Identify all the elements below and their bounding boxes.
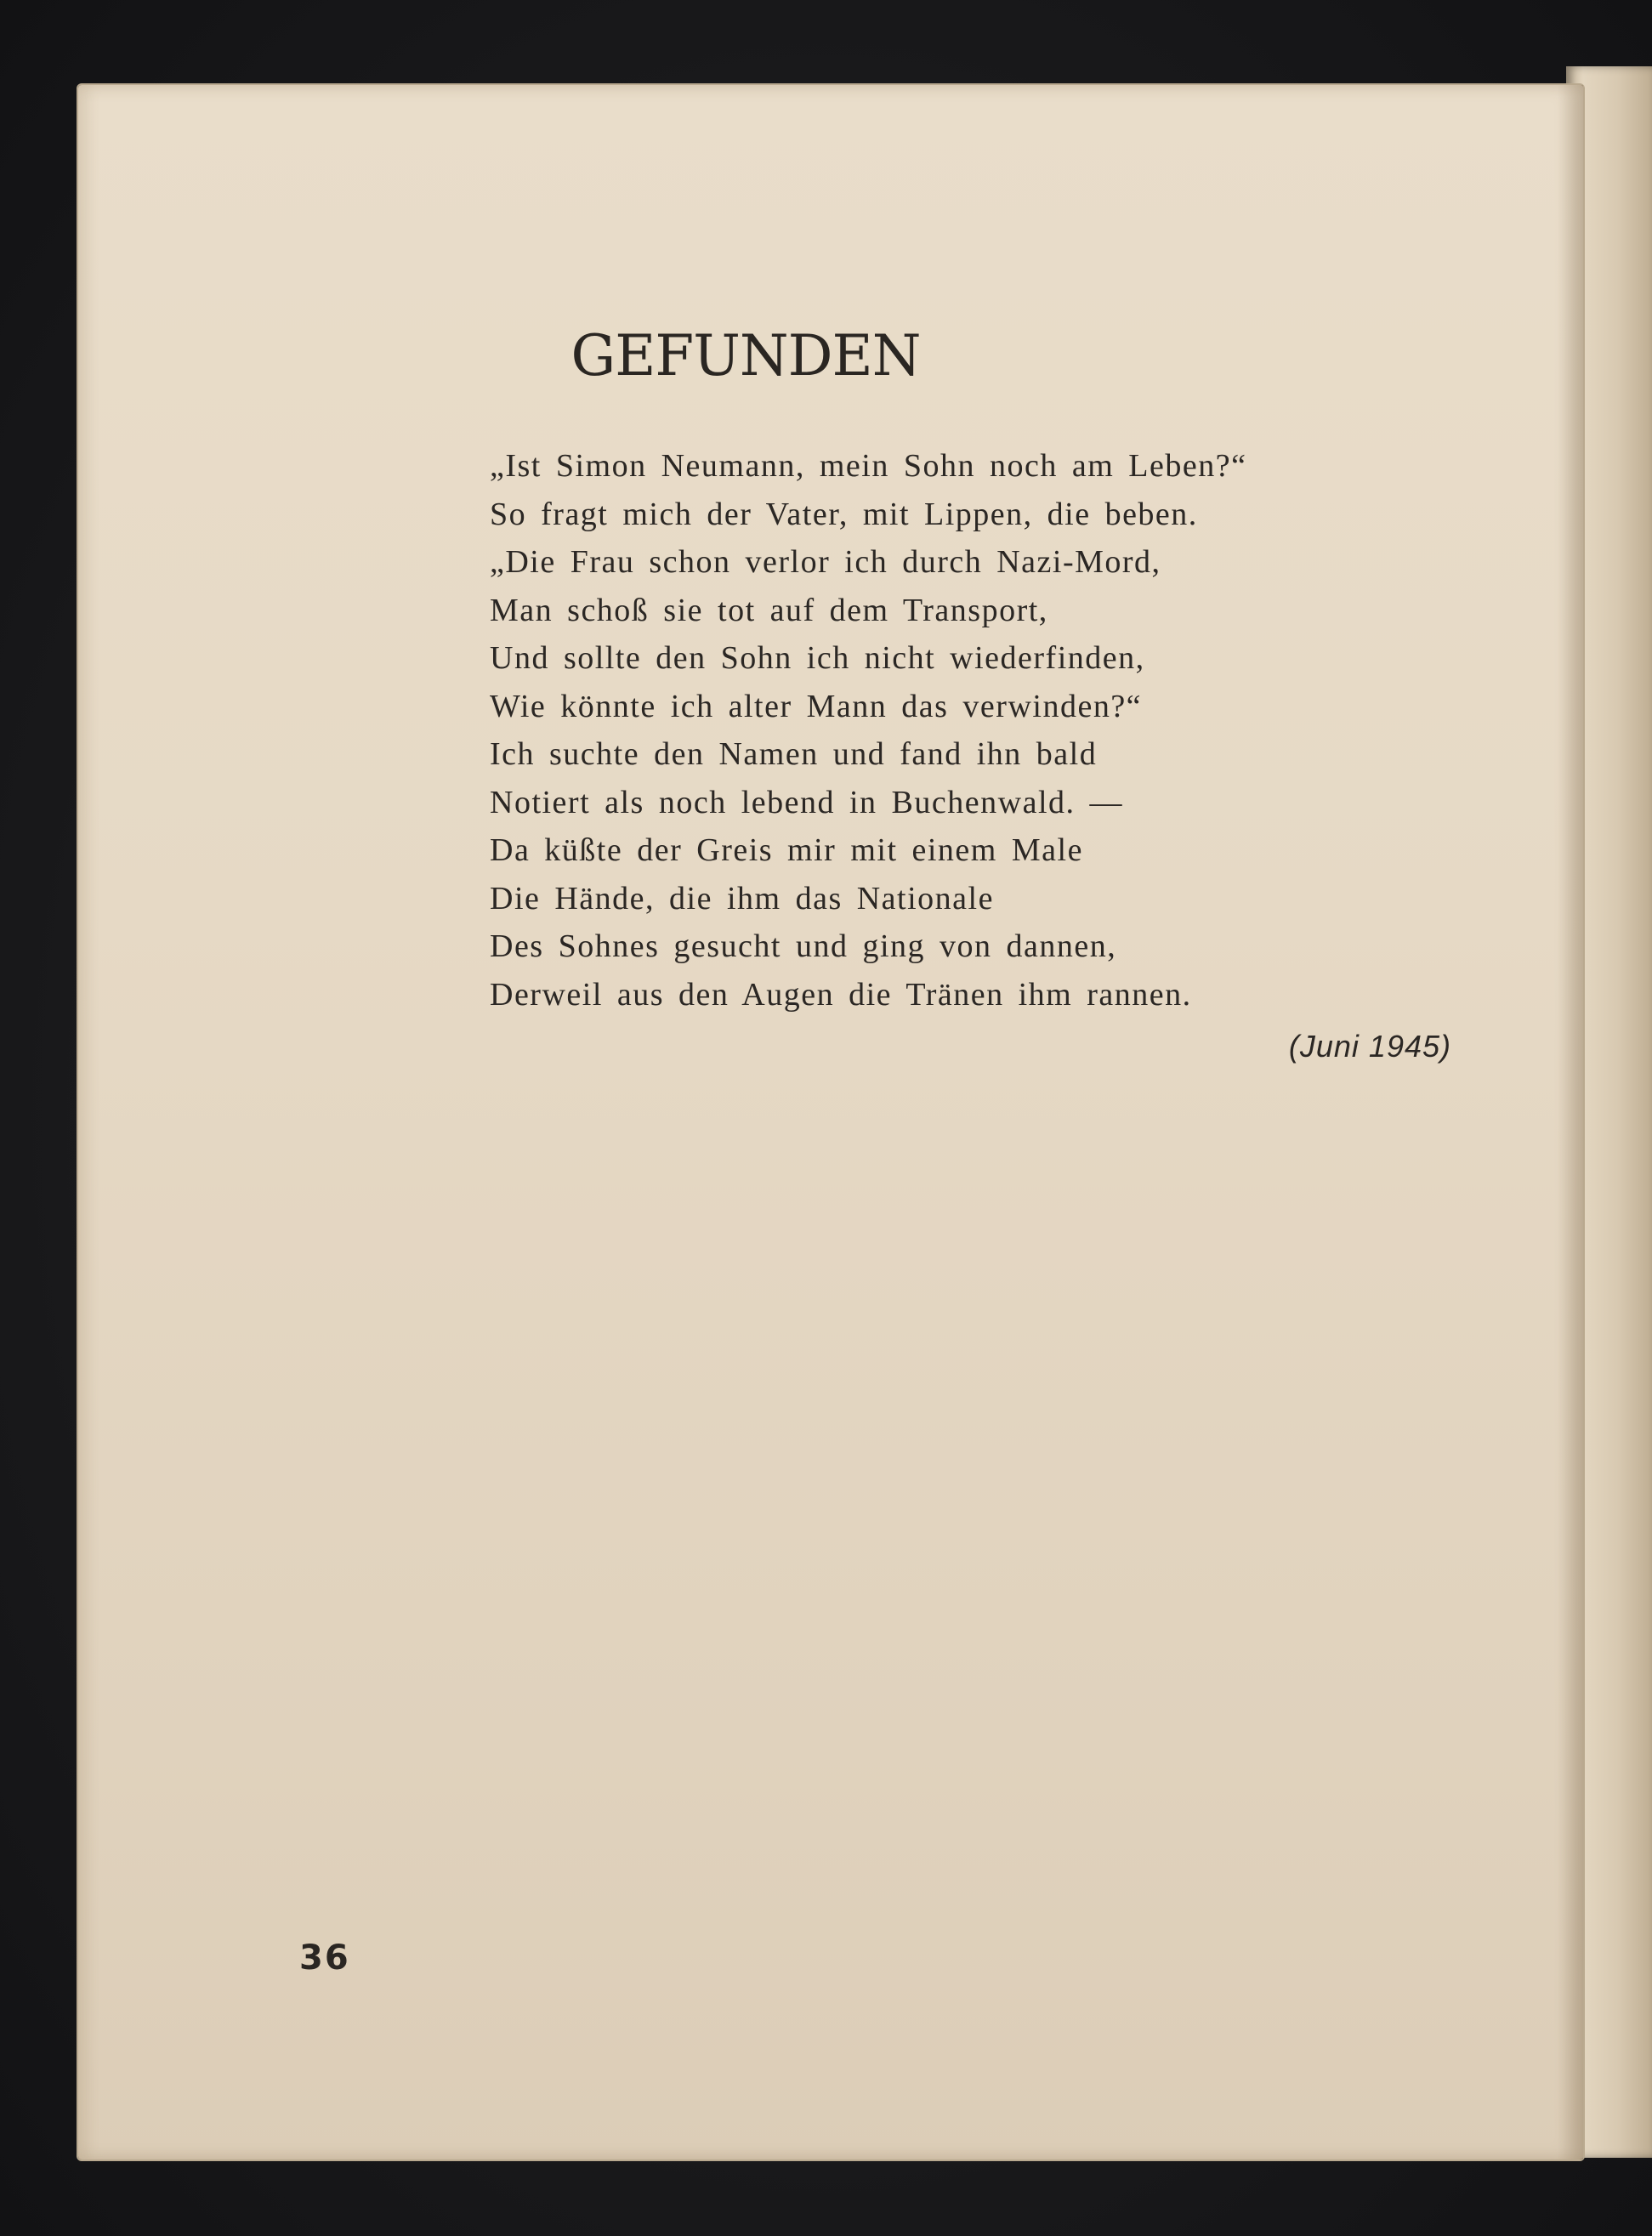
- page-number: 36: [299, 1938, 350, 1978]
- poem-line: Und sollte den Sohn ich nicht wiederfinden,: [490, 640, 1145, 676]
- poem-line: Notiert als noch lebend in Buchenwald. —: [490, 784, 1124, 820]
- poem-line: Derweil aus den Augen die Tränen ihm rannen.: [490, 976, 1192, 1013]
- poem-line: Man schoß sie tot auf dem Transport,: [490, 592, 1048, 628]
- poem-date: (Juni 1945): [1288, 1029, 1451, 1064]
- poem-line: „Ist Simon Neumann, mein Sohn noch am Leben?“: [490, 448, 1247, 484]
- book-page: [78, 85, 1583, 2159]
- poem-title: GEFUNDEN: [571, 323, 921, 389]
- poem-line: Des Sohnes gesucht und ging von dannen,: [490, 928, 1117, 964]
- poem-line: Die Hände, die ihm das Nationale: [490, 880, 994, 917]
- poem-line: Ich suchte den Namen und fand ihn bald: [490, 736, 1098, 772]
- poem-line: „Die Frau schon verlor ich durch Nazi-Mord,: [490, 544, 1161, 580]
- poem-line: So fragt mich der Vater, mit Lippen, die beben.: [490, 496, 1198, 532]
- poem-body: [490, 442, 1425, 1019]
- poem-line: Wie könnte ich alter Mann das verwinden?“: [490, 688, 1143, 724]
- poem-line: Da küßte der Greis mir mit einem Male: [490, 832, 1083, 868]
